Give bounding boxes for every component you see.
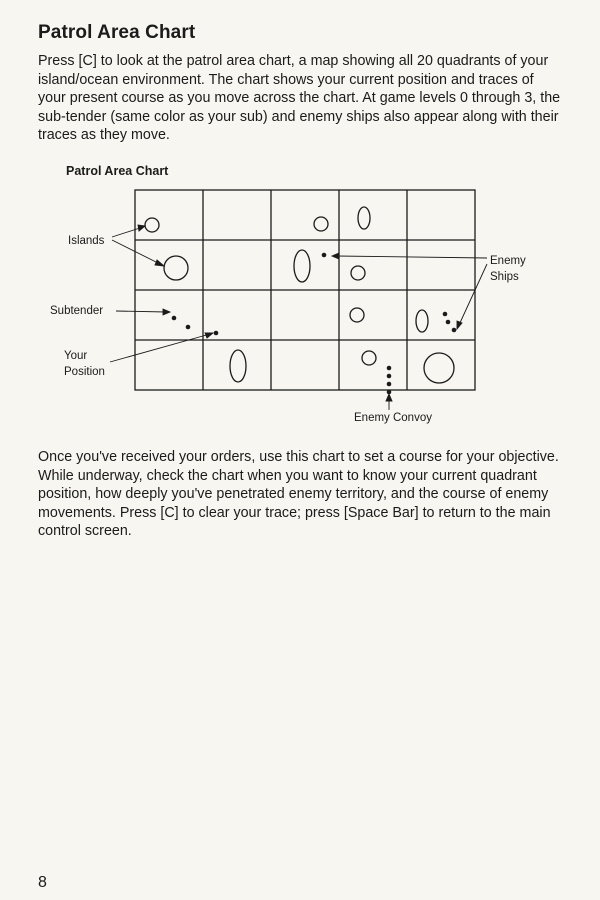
enemy-ships-label-line1: Enemy [490,255,526,267]
enemy-convoy-marker [387,382,392,387]
island-icon [350,308,364,322]
leader-lines [110,225,487,410]
enemy-convoy-marker [387,366,392,371]
islands-label: Islands [68,235,105,247]
page-number: 8 [38,874,47,891]
island-icon [351,266,365,280]
island-icon [145,218,159,232]
subtender-marker [172,316,177,321]
section-heading: Patrol Area Chart [38,22,196,43]
enemy-ships-label-line2: Ships [490,271,519,283]
island-icon [314,217,328,231]
figure-caption: Patrol Area Chart [66,164,169,178]
your-position-marker [214,331,219,336]
enemy-convoy-marker [387,374,392,379]
markers [172,253,457,395]
enemy-ship-marker [443,312,448,317]
island-icon [230,350,246,382]
island-icon [358,207,370,229]
subtender-trace-marker [186,325,191,330]
island-icon [362,351,376,365]
subtender-label: Subtender [50,305,104,317]
your-position-label-line2: Position [64,366,105,378]
island-icon [164,256,188,280]
enemy-ship-marker [322,253,327,258]
intro-paragraph: Press [C] to look at the patrol area chart, a map showing all 20 quadrants of your island/ocean environment. The chart shows your current position and traces of your present course as you move across the chart. At game levels 0 through 3, the sub-tender (same color as your sub) and enemy ships also appear along with their traces as they move. [38,53,561,144]
patrol-area-chart-figure [0,180,600,430]
chart-grid [135,190,475,390]
your-position-label-line1: Your [64,350,88,362]
island-icon [424,353,454,383]
island-icon [416,310,428,332]
enemy-ship-marker [452,328,457,333]
enemy-ship-marker [446,320,451,325]
usage-paragraph: Once you've received your orders, use this chart to set a course for your objective. While underway, check the chart when you want to know your current quadrant position, how deeply you've penetrated enemy territory, and the course of enemy movements. Press [C] to clear your trace; press [Space Bar] to return to the main control screen. [38,449,559,540]
enemy-convoy-label: Enemy Convoy [354,412,432,424]
island-icon [294,250,310,282]
